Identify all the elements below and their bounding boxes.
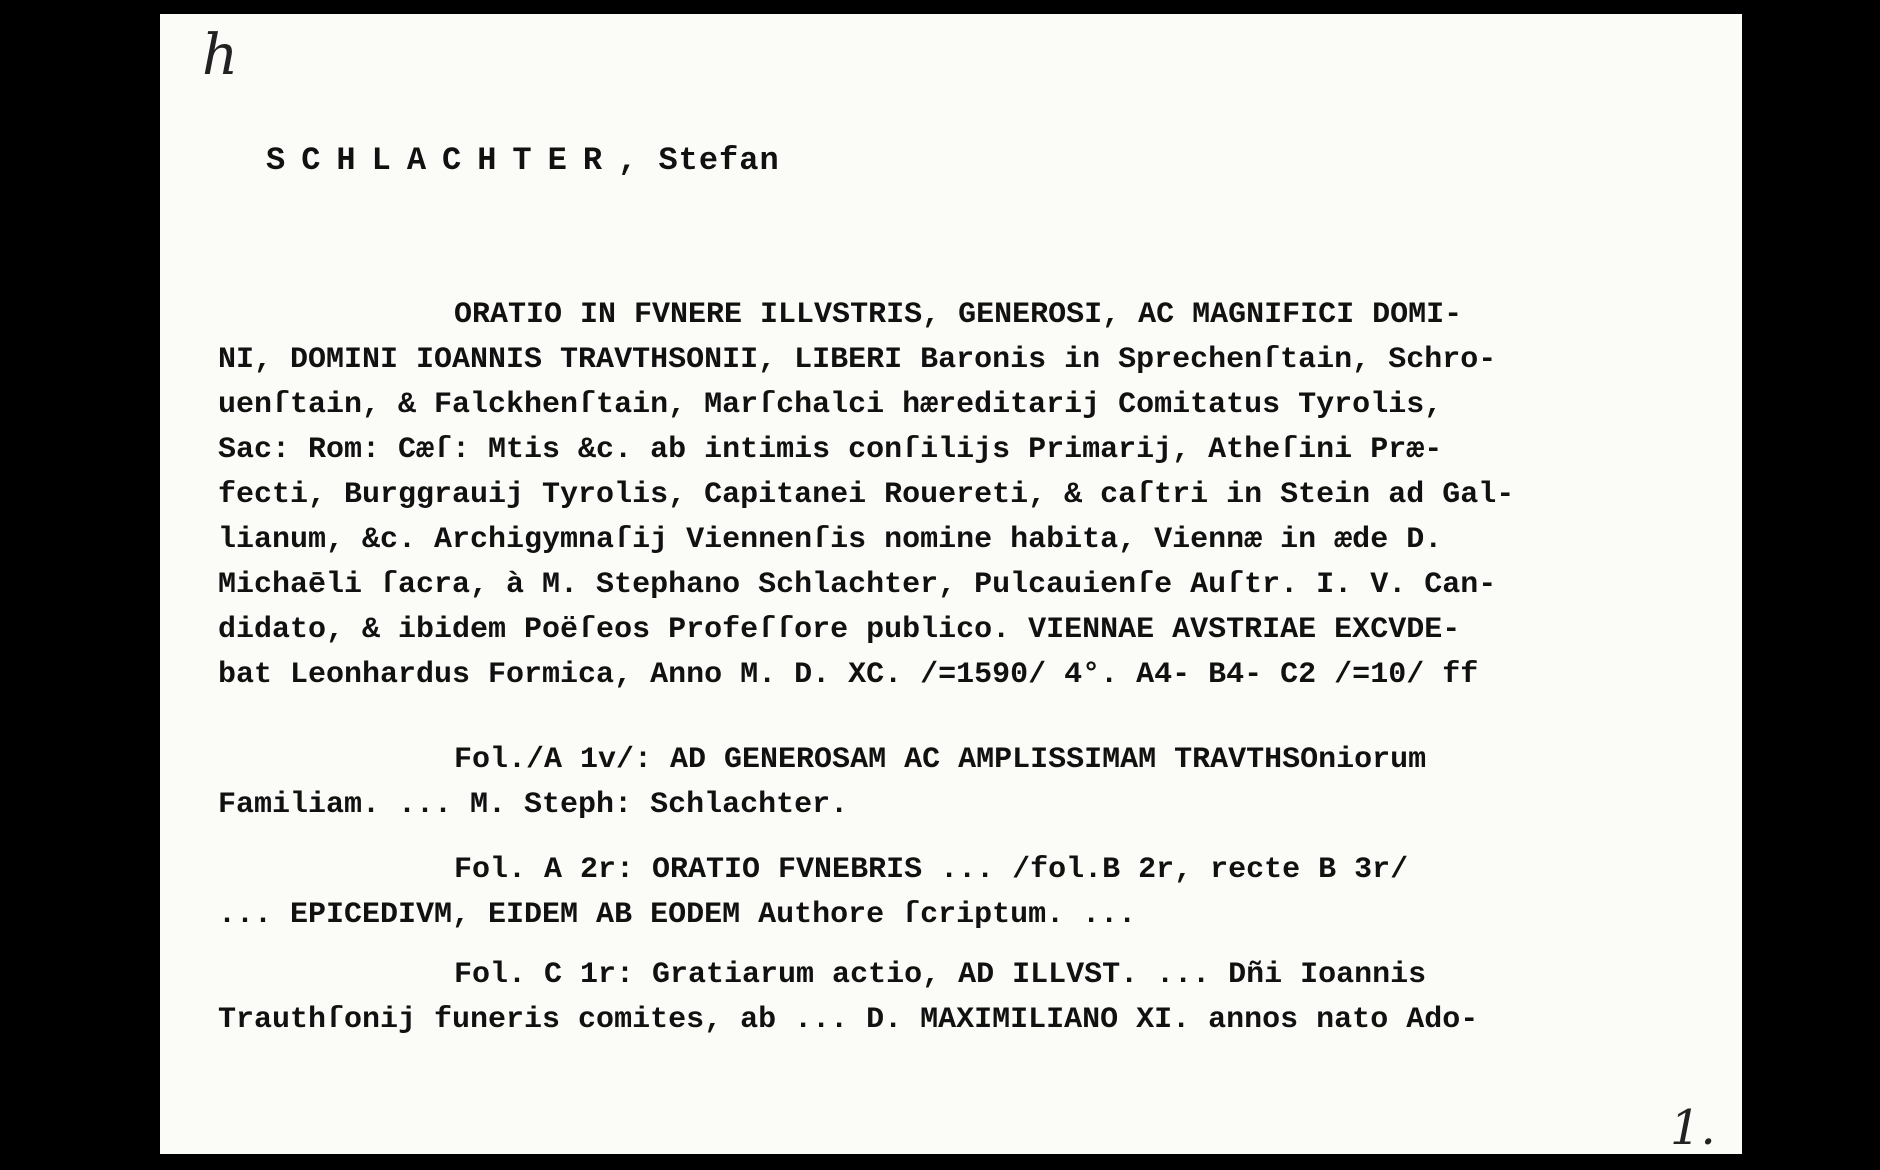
text-line: uenſtain, & Falckhenſtain, Marſchalci hæreditarij Comitatus Tyrolis,	[218, 388, 1443, 422]
text-line: Fol. A 2r: ORATIO FVNEBRIS ... /fol.B 2r, recte B 3r/	[454, 853, 1409, 887]
index-card	[160, 14, 1742, 1154]
handwritten-mark-bottom: 1.	[1670, 1100, 1716, 1154]
text-line: Fol. C 1r: Gratiarum actio, AD ILLVST. ... Dñi Ioannis	[454, 958, 1427, 992]
heading-separator: ,	[618, 142, 639, 179]
text-line: bat Leonhardus Formica, Anno M. D. XC. /=1590/ 4°. A4- B4- C2 /=10/ ff	[218, 658, 1479, 692]
text-line: Fol./A 1v/: AD GENEROSAM AC AMPLISSIMAM TRAVTHSOniorum	[454, 743, 1427, 777]
text-line: ... EPICEDIVM, EIDEM AB EODEM Authore ſcriptum. ...	[218, 898, 1137, 932]
text-line: lianum, &c. Archigymnaſij Viennenſis nomine habita, Viennæ in æde D.	[218, 523, 1443, 557]
text-line: Trauthſonij funeris comites, ab ... D. MAXIMILIANO XI. annos nato Ado-	[218, 1003, 1479, 1037]
text-line: Sac: Rom: Cæſ: Mtis &c. ab intimis conſilijs Primarij, Atheſini Præ-	[218, 433, 1443, 467]
author-given-name: Stefan	[658, 142, 780, 179]
text-line: Michaēli ſacra, à M. Stephano Schlachter, Pulcauienſe Auſtr. I. V. Can-	[218, 568, 1497, 602]
text-line: ORATIO IN FVNERE ILLVSTRIS, GENEROSI, AC MAGNIFICI DOMI-	[454, 298, 1463, 332]
author-heading	[266, 142, 780, 179]
text-line: didato, & ibidem Poëſeos Profeſſore publico. VIENNAE AVSTRIAE EXCVDE-	[218, 613, 1461, 647]
text-line: NI, DOMINI IOANNIS TRAVTHSONII, LIBERI Baronis in Sprechenſtain, Schro-	[218, 343, 1497, 377]
text-line: fecti, Burggrauij Tyrolis, Capitanei Rouereti, & caſtri in Stein ad Gal-	[218, 478, 1515, 512]
handwritten-mark-top: h	[202, 23, 239, 88]
text-line: Familiam. ... M. Steph: Schlachter.	[218, 788, 849, 822]
author-surname: SCHLACHTER	[266, 142, 619, 179]
